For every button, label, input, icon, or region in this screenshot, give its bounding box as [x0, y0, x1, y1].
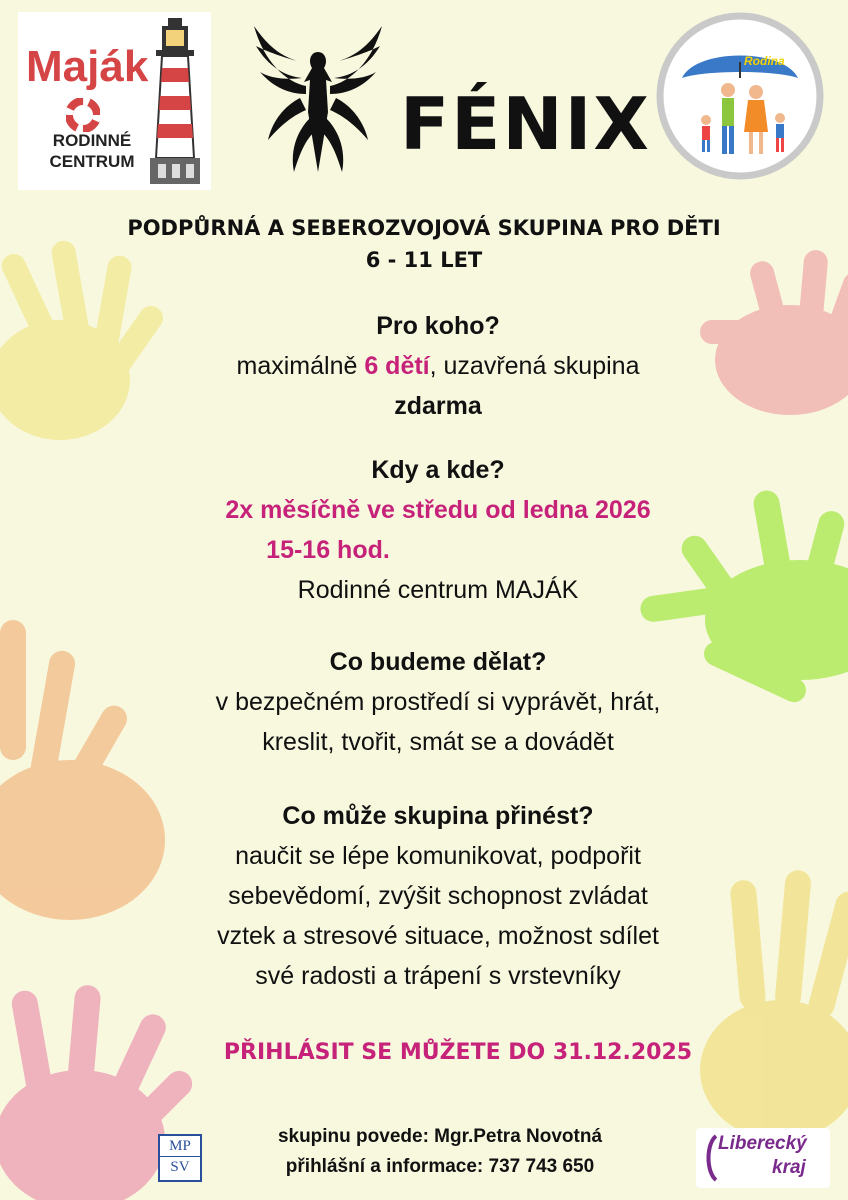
headline-line-1: PODPŮRNÁ A SEBEROZVOJOVÁ SKUPINA PRO DĚTI	[127, 216, 721, 240]
co-prinest-line-3: vztek a stresové situace, možnost sdílet	[217, 922, 659, 950]
kraj-logo-line-1: Liberecký	[718, 1133, 807, 1154]
mpsv-logo-line-1: MP	[169, 1138, 191, 1154]
fenix-title: FÉNIX	[400, 82, 651, 166]
pro-koho-highlight: 6 dětí	[364, 352, 430, 380]
co-budeme-question: Co budeme dělat?	[329, 648, 547, 676]
footer-leader: skupinu povede: Mgr.Petra Novotná	[277, 1126, 603, 1147]
registration-deadline: PŘIHLÁSIT SE MŮŽETE DO 31.12.2025	[223, 1040, 693, 1065]
footer-phone: přihlášní a informace: 737 743 650	[285, 1156, 595, 1177]
liberecky-kraj-logo	[696, 1128, 830, 1188]
kdy-a-kde-line-3: Rodinné centrum MAJÁK	[297, 576, 579, 604]
kdy-a-kde-question: Kdy a kde?	[371, 456, 505, 484]
headline	[0, 212, 848, 276]
co-budeme-line-1: v bezpečném prostředí si vyprávět, hrát,	[215, 688, 661, 716]
pro-koho-line-2: zdarma	[394, 392, 482, 420]
pro-koho-line-1-after: , uzavřená skupina	[429, 352, 640, 380]
phoenix-icon	[250, 22, 386, 182]
lighthouse-icon	[146, 18, 204, 186]
majak-sub-line-2: CENTRUM	[49, 152, 135, 171]
pro-koho-line-1	[0, 346, 848, 386]
majak-logo-word: Maják	[26, 42, 149, 91]
majak-logo-subtitle	[32, 130, 152, 172]
section-kdy-a-kde	[0, 450, 848, 610]
majak-logo	[18, 12, 211, 190]
kraj-bracket-icon	[702, 1134, 718, 1182]
section-co-budeme	[0, 642, 848, 762]
lifebuoy-icon	[66, 98, 100, 132]
headline-line-2: 6 - 11 LET	[365, 248, 483, 272]
section-co-prinest	[0, 796, 848, 996]
mpsv-logo-line-2: SV	[160, 1156, 200, 1177]
mpsv-logo	[158, 1134, 202, 1182]
co-prinest-line-4: své radosti a trápení s vrstevníky	[255, 962, 621, 990]
pro-koho-line-1-before: maximálně	[236, 352, 365, 380]
kraj-logo-line-2: kraj	[772, 1157, 806, 1178]
rodina-logo	[656, 12, 824, 180]
kdy-a-kde-line-2: 15-16 hod.	[266, 536, 390, 564]
kdy-a-kde-line-1: 2x měsíčně ve středu od ledna 2026	[225, 496, 651, 524]
majak-sub-line-1: RODINNÉ	[52, 131, 132, 150]
co-prinest-line-1: naučit se lépe komunikovat, podpořit	[235, 842, 641, 870]
co-prinest-question: Co může skupina přinést?	[282, 802, 594, 830]
rodina-logo-word: Rodina	[744, 54, 785, 68]
co-prinest-line-2: sebevědomí, zvýšit schopnost zvládat	[228, 882, 648, 910]
pro-koho-question: Pro koho?	[376, 312, 500, 340]
co-budeme-line-2: kreslit, tvořit, smát se a dovádět	[262, 728, 614, 756]
section-pro-koho	[0, 306, 848, 426]
